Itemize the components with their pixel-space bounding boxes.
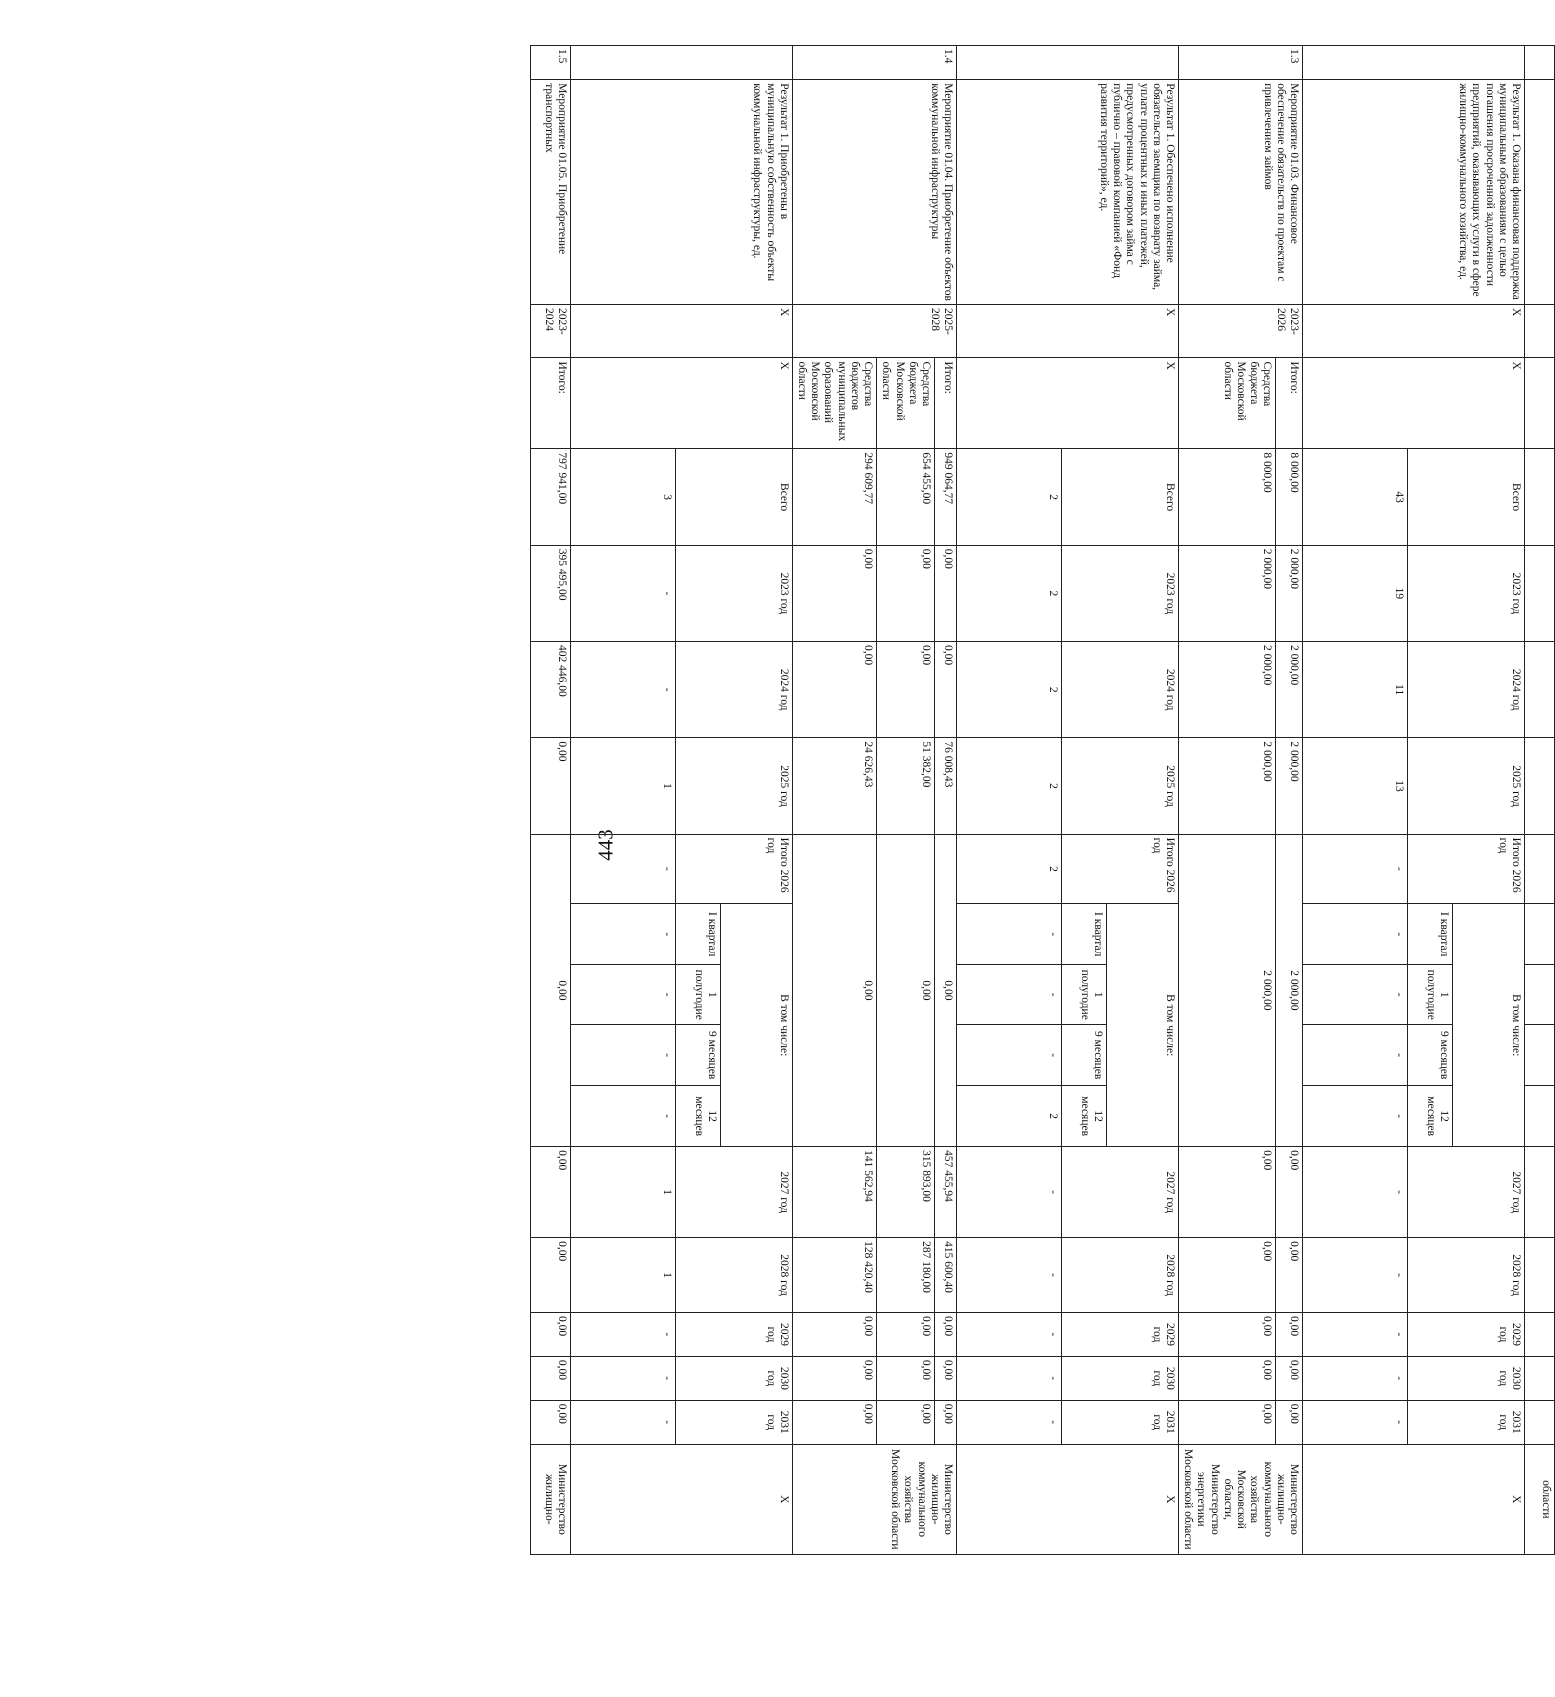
amount-cell: 0,00	[877, 1356, 935, 1400]
value-cell: -	[1303, 1238, 1408, 1313]
header-cell: I квартал	[675, 904, 720, 965]
amount-cell: 0,00	[530, 1400, 570, 1444]
amount-cell: 654 455,00	[877, 449, 935, 545]
amount-cell: 797 941,00	[530, 449, 570, 545]
header-cell: Всего	[1062, 449, 1179, 545]
header-cell: I квартал	[1062, 904, 1107, 965]
amount-cell: 0,00	[1179, 1313, 1276, 1357]
amount-cell: 949 064,77	[935, 449, 957, 545]
header-cell: 2031 год	[1062, 1400, 1179, 1444]
amount-cell: 2 000,00	[1179, 642, 1276, 738]
header-cell: 2030 год	[1408, 1356, 1525, 1400]
header-cell: 2029 год	[1062, 1313, 1179, 1357]
responsible-cell: X	[570, 1444, 792, 1554]
header-cell: 2027 год	[675, 1147, 792, 1238]
value-cell: 13	[1303, 738, 1408, 834]
amount-cell: 0,00	[1276, 1147, 1303, 1238]
amount-cell: 0,00	[935, 1400, 957, 1444]
amount-cell: 0,00	[792, 545, 876, 641]
header-cell: 2028 год	[1062, 1238, 1179, 1313]
amount-cell: 0,00	[877, 545, 935, 641]
amount-cell: 457 455,94	[935, 1147, 957, 1238]
header-cell: В том числе:	[720, 904, 792, 1147]
result-name-cell: Результат 1. Обеспечено исполнение обязательств заемщика по возврату займа, уплате процентных и иных платежей, предусмотренных договором займа с публично – правовой компанией «Фонд развития территорий», ед.	[957, 80, 1179, 305]
responsible-cell: X	[957, 1444, 1179, 1554]
header-cell: Итого 2026 год	[1408, 834, 1525, 904]
value-cell: 2	[957, 834, 1062, 904]
value-cell: -	[957, 1147, 1062, 1238]
header-cell: I квартал	[1408, 904, 1453, 965]
event-period-cell: 2023-2024	[530, 304, 570, 358]
amount-cell: 0,00	[1276, 1356, 1303, 1400]
rotated-table-container	[480, 45, 1555, 1555]
value-cell: -	[570, 965, 675, 1025]
amount-cell: 0,00	[792, 834, 876, 1146]
amount-cell: 294 609,77	[792, 449, 876, 545]
amount-cell: 2 000,00	[1276, 545, 1303, 641]
num-cell	[570, 46, 792, 80]
amount-cell: 0,00	[530, 1356, 570, 1400]
table-body	[530, 46, 1554, 1555]
amount-cell: 0,00	[1179, 1238, 1276, 1313]
amount-cell: 0,00	[792, 1356, 876, 1400]
value-cell: 43	[1303, 449, 1408, 545]
header-cell: 2024 год	[1062, 642, 1179, 738]
value-cell: -	[1303, 1400, 1408, 1444]
amount-cell: 51 382,00	[877, 738, 935, 834]
value-cell: -	[570, 1025, 675, 1086]
value-cell: 1	[570, 1238, 675, 1313]
event-period-cell: 2025-2028	[792, 304, 956, 358]
value-cell: -	[1303, 1147, 1408, 1238]
value-cell: 2	[957, 738, 1062, 834]
num-cell	[957, 46, 1179, 80]
amount-cell: 2 000,00	[1179, 738, 1276, 834]
value-cell: -	[1303, 1025, 1408, 1086]
amount-cell: 0,00	[792, 1400, 876, 1444]
value-cell: 11	[1303, 642, 1408, 738]
header-cell: 2030 год	[1062, 1356, 1179, 1400]
source-cell: Итого:	[530, 358, 570, 449]
amount-cell: 0,00	[935, 834, 957, 1146]
source-cell: X	[1303, 358, 1525, 449]
result-name-cell: Результат 1. Оказана финансовая поддержка муниципальным образованиям с целью погашения просроченной задолженности предприятий, оказывающих услуги в сфере жилищно-коммунального хозийства, ед.	[1303, 80, 1525, 305]
source-cell: Итого:	[1276, 358, 1303, 449]
amount-cell: 0,00	[1179, 1356, 1276, 1400]
value-cell: -	[1303, 1313, 1408, 1357]
header-cell: 12 месяцев	[1408, 1086, 1453, 1147]
value-cell: -	[957, 1025, 1062, 1086]
amount-cell: 0,00	[877, 1313, 935, 1357]
source-cell: Средства бюджета Московской области	[1179, 358, 1276, 449]
source-cell: X	[957, 358, 1179, 449]
header-cell: 2024 год	[675, 642, 792, 738]
amount-cell: 0,00	[1276, 1400, 1303, 1444]
amount-cell: 0,00	[530, 834, 570, 1146]
value-cell: 2	[957, 545, 1062, 641]
responsible-cell: Министерство жилищно-коммунального хозяйства Московской области, Министерство энергетики Московской области	[1179, 1444, 1303, 1554]
amount-cell: 0,00	[935, 545, 957, 641]
source-cell: Итого:	[935, 358, 957, 449]
value-cell: -	[570, 545, 675, 641]
amount-cell: 0,00	[935, 1356, 957, 1400]
amount-cell: 0,00	[1276, 1238, 1303, 1313]
amount-cell: 0,00	[877, 834, 935, 1146]
responsible-cell: Министерство жилищно-	[530, 1444, 570, 1554]
result-header-row	[720, 46, 792, 1555]
event-num-cell: 1.4	[792, 46, 956, 80]
event-num-cell: 1.3	[1179, 46, 1303, 80]
header-cell: 2029 год	[675, 1313, 792, 1357]
header-cell: 2023 год	[675, 545, 792, 641]
amount-cell: 0,00	[530, 1313, 570, 1357]
amount-cell: 287 180,00	[877, 1238, 935, 1313]
header-cell: 2024 год	[1408, 642, 1525, 738]
amount-cell: 0,00	[1179, 1147, 1276, 1238]
result-header-row	[1107, 46, 1179, 1555]
header-cell: 9 месяцев	[1062, 1025, 1107, 1086]
header-cell: 2029 год	[1408, 1313, 1525, 1357]
event-name-cell: Мероприятие 01.05. Приобретение транспортных	[530, 80, 570, 305]
amount-cell: 0,00	[530, 738, 570, 834]
event-row	[1276, 46, 1303, 1555]
value-cell: -	[1303, 834, 1408, 904]
value-cell: -	[570, 1356, 675, 1400]
amount-cell: 0,00	[935, 642, 957, 738]
header-cell: Всего	[1408, 449, 1525, 545]
amount-cell: 0,00	[877, 642, 935, 738]
value-cell: 2	[957, 449, 1062, 545]
header-cell: 12 месяцев	[1062, 1086, 1107, 1147]
amount-cell: 2 000,00	[1179, 545, 1276, 641]
num-cell	[1303, 46, 1525, 80]
table-row	[1525, 46, 1555, 1555]
responsible-cell: X	[1303, 1444, 1525, 1554]
amount-cell: 0,00	[530, 1147, 570, 1238]
header-cell: 1 полугодие	[1062, 965, 1107, 1025]
amount-cell: 24 626,43	[792, 738, 876, 834]
amount-cell: 0,00	[935, 1313, 957, 1357]
value-cell: -	[957, 1400, 1062, 1444]
header-cell: 1 полугодие	[1408, 965, 1453, 1025]
amount-cell: 0,00	[792, 642, 876, 738]
header-cell: 2031 год	[675, 1400, 792, 1444]
value-cell: -	[1303, 904, 1408, 965]
header-cell: 2028 год	[675, 1238, 792, 1313]
header-cell: 2027 год	[1062, 1147, 1179, 1238]
event-row	[530, 46, 570, 1555]
value-cell: 1	[570, 1147, 675, 1238]
value-cell: 3	[570, 449, 675, 545]
source-cell: Средства бюджета Московской области	[877, 358, 935, 449]
result-header-row	[1453, 46, 1525, 1555]
source-cell: Средства бюджетов муниципальных образований Московской области	[792, 358, 876, 449]
amount-cell: 2 000,00	[1276, 642, 1303, 738]
event-name-cell: Мероприятие 01.03. Финансовое обеспечение обязательств по проектам с привлечением займов	[1179, 80, 1303, 305]
amount-cell: 8 000,00	[1276, 449, 1303, 545]
value-cell: -	[957, 1238, 1062, 1313]
value-cell: -	[1303, 1086, 1408, 1147]
amount-cell: 415 600,40	[935, 1238, 957, 1313]
value-cell: 1	[570, 738, 675, 834]
amount-cell: 141 562,94	[792, 1147, 876, 1238]
program-table	[530, 45, 1555, 1555]
value-cell: -	[957, 965, 1062, 1025]
value-cell: -	[570, 904, 675, 965]
header-cell: 2023 год	[1062, 545, 1179, 641]
amount-cell: 395 495,00	[530, 545, 570, 641]
event-name-cell: Мероприятие 01.04. Приобретение объектов коммунальной инфраструктуры	[792, 80, 956, 305]
amount-cell: 0,00	[877, 1400, 935, 1444]
value-cell: 2	[957, 642, 1062, 738]
header-cell: 2030 год	[675, 1356, 792, 1400]
value-cell: -	[570, 642, 675, 738]
amount-cell: 2 000,00	[1179, 834, 1276, 1146]
result-name-cell: Результат 1. Приобретены в муниципальную собственность объекты коммунальной инфраструктуры, ед.	[570, 80, 792, 305]
header-cell: 2023 год	[1408, 545, 1525, 641]
header-cell: 2028 год	[1408, 1238, 1525, 1313]
header-cell: 2025 год	[1062, 738, 1179, 834]
value-cell: -	[1303, 1356, 1408, 1400]
amount-cell: 8 000,00	[1179, 449, 1276, 545]
page-number: 443	[593, 829, 618, 861]
amount-cell: 76 008,43	[935, 738, 957, 834]
header-cell: 9 месяцев	[1408, 1025, 1453, 1086]
responsible-cell: области	[1525, 1444, 1555, 1554]
value-cell: -	[570, 1086, 675, 1147]
header-cell: Итого 2026 год	[1062, 834, 1179, 904]
period-cell: X	[570, 304, 792, 358]
header-cell: 2027 год	[1408, 1147, 1525, 1238]
responsible-cell: Министерство жилищно-коммунального хозяйства Московской области	[792, 1444, 956, 1554]
value-cell: 2	[957, 1086, 1062, 1147]
period-cell: X	[957, 304, 1179, 358]
value-cell: 19	[1303, 545, 1408, 641]
value-cell: -	[957, 904, 1062, 965]
amount-cell: 0,00	[530, 1238, 570, 1313]
event-row	[935, 46, 957, 1555]
header-cell: В том числе:	[1107, 904, 1179, 1147]
amount-cell: 402 446,00	[530, 642, 570, 738]
header-cell: 12 месяцев	[675, 1086, 720, 1147]
event-num-cell: 1.5	[530, 46, 570, 80]
value-cell: -	[570, 1400, 675, 1444]
value-cell: -	[570, 834, 675, 904]
value-cell: -	[957, 1313, 1062, 1357]
amount-cell: 0,00	[1179, 1400, 1276, 1444]
amount-cell: 2 000,00	[1276, 738, 1303, 834]
value-cell: -	[1303, 965, 1408, 1025]
header-cell: 2025 год	[1408, 738, 1525, 834]
header-cell: 2031 год	[1408, 1400, 1525, 1444]
value-cell: -	[957, 1356, 1062, 1400]
period-cell: X	[1303, 304, 1525, 358]
amount-cell: 0,00	[792, 1313, 876, 1357]
event-period-cell: 2023-2026	[1179, 304, 1303, 358]
header-cell: Всего	[675, 449, 792, 545]
header-cell: В том числе:	[1453, 904, 1525, 1147]
amount-cell: 315 893,00	[877, 1147, 935, 1238]
header-cell: Итого 2026 год	[675, 834, 792, 904]
amount-cell: 0,00	[1276, 1313, 1303, 1357]
source-cell: X	[570, 358, 792, 449]
value-cell: -	[570, 1313, 675, 1357]
header-cell: 1 полугодие	[675, 965, 720, 1025]
amount-cell: 2 000,00	[1276, 834, 1303, 1146]
header-cell: 2025 год	[675, 738, 792, 834]
amount-cell: 128 420,40	[792, 1238, 876, 1313]
header-cell: 9 месяцев	[675, 1025, 720, 1086]
